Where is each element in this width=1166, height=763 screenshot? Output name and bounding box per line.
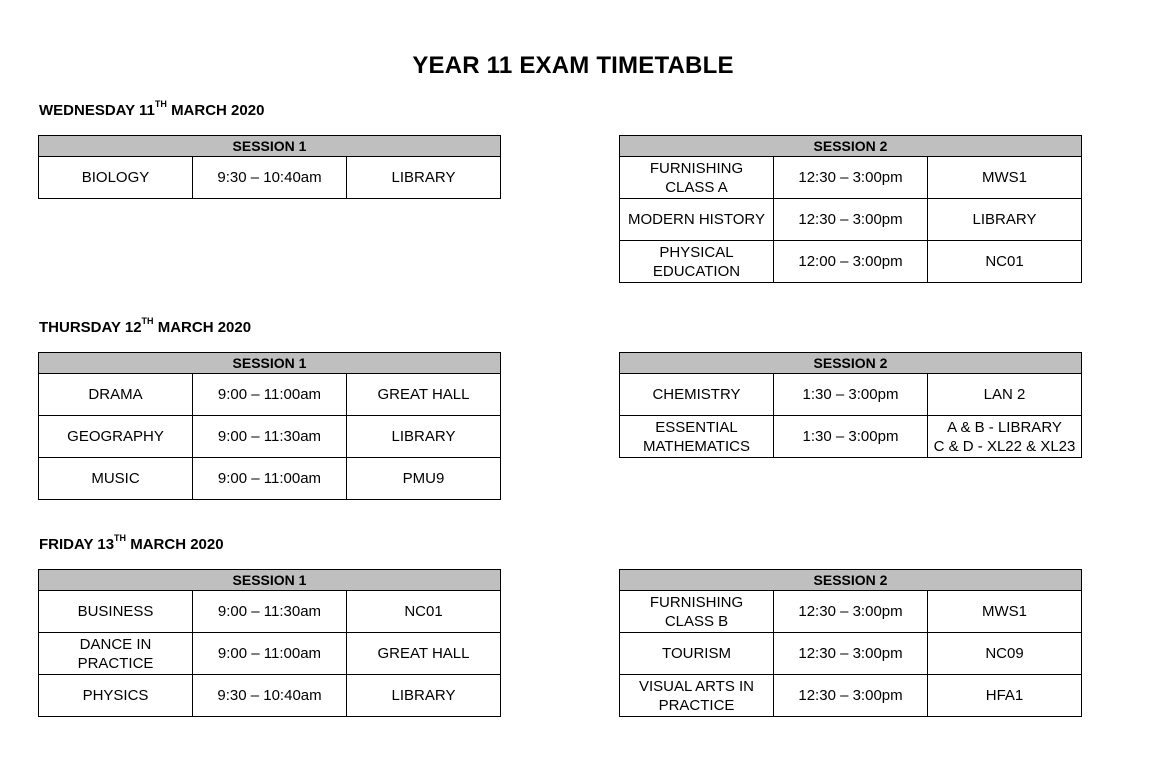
table-row [620, 199, 1082, 241]
table-row [39, 416, 501, 458]
table-row [620, 591, 1082, 633]
room-cell: LIBRARY [347, 157, 501, 199]
session-header: SESSION 2 [620, 570, 1082, 591]
room-cell: NC01 [928, 241, 1082, 283]
time-cell: 12:30 – 3:00pm [774, 591, 928, 633]
session-header: SESSION 1 [39, 570, 501, 591]
table-row [39, 675, 501, 717]
room-line-1: A & B - LIBRARY [947, 418, 1062, 436]
page-title: YEAR 11 EXAM TIMETABLE [412, 52, 734, 79]
table-row [620, 241, 1082, 283]
room-cell: MWS1 [928, 157, 1082, 199]
wednesday-session2-table [619, 135, 1082, 283]
subject-cell: VISUAL ARTS IN PRACTICE [620, 675, 774, 717]
wednesday-session1-table [38, 135, 501, 199]
time-cell: 12:00 – 3:00pm [774, 241, 928, 283]
table-row [39, 157, 501, 199]
time-cell: 12:30 – 3:00pm [774, 675, 928, 717]
time-cell: 12:30 – 3:00pm [774, 633, 928, 675]
thursday-session2-table [619, 352, 1082, 458]
subject-cell: PHYSICAL EDUCATION [620, 241, 774, 283]
room-cell: PMU9 [347, 458, 501, 500]
table-row [39, 591, 501, 633]
table-row [620, 633, 1082, 675]
room-cell: LAN 2 [928, 374, 1082, 416]
subject-cell: DRAMA [39, 374, 193, 416]
time-cell: 12:30 – 3:00pm [774, 199, 928, 241]
room-cell: LIBRARY [347, 675, 501, 717]
time-cell: 1:30 – 3:00pm [774, 416, 928, 458]
session-header: SESSION 2 [620, 353, 1082, 374]
session-header: SESSION 1 [39, 353, 501, 374]
day-heading-thursday: THURSDAY 12TH MARCH 2020 [39, 316, 252, 336]
time-cell: 9:00 – 11:30am [193, 591, 347, 633]
room-cell: LIBRARY [347, 416, 501, 458]
room-cell: NC01 [347, 591, 501, 633]
subject-cell: BUSINESS [39, 591, 193, 633]
subject-cell: PHYSICS [39, 675, 193, 717]
day-heading-wednesday: WEDNESDAY 11TH MARCH 2020 [39, 99, 265, 119]
table-row [620, 675, 1082, 717]
subject-cell: MODERN HISTORY [620, 199, 774, 241]
room-cell: LIBRARY [928, 199, 1082, 241]
day-heading-friday: FRIDAY 13TH MARCH 2020 [39, 533, 224, 553]
friday-session2-table [619, 569, 1082, 717]
room-cell: HFA1 [928, 675, 1082, 717]
room-cell: GREAT HALL [347, 633, 501, 675]
table-row [39, 633, 501, 675]
room-cell: NC09 [928, 633, 1082, 675]
room-cell: MWS1 [928, 591, 1082, 633]
time-cell: 9:30 – 10:40am [193, 675, 347, 717]
time-cell: 9:00 – 11:00am [193, 374, 347, 416]
session-header: SESSION 1 [39, 136, 501, 157]
subject-cell: BIOLOGY [39, 157, 193, 199]
thursday-session1-table [38, 352, 501, 500]
friday-session1-table [38, 569, 501, 717]
table-row [620, 157, 1082, 199]
table-row [39, 374, 501, 416]
session-header: SESSION 2 [620, 136, 1082, 157]
time-cell: 9:00 – 11:00am [193, 458, 347, 500]
subject-cell: FURNISHING CLASS B [620, 591, 774, 633]
table-row [620, 374, 1082, 416]
subject-cell: TOURISM [620, 633, 774, 675]
subject-cell: GEOGRAPHY [39, 416, 193, 458]
table-row [620, 416, 1082, 458]
subject-cell: FURNISHING CLASS A [620, 157, 774, 199]
room-line-2: C & D - XL22 & XL23 [933, 437, 1076, 455]
table-row [39, 458, 501, 500]
subject-cell: CHEMISTRY [620, 374, 774, 416]
time-cell: 9:00 – 11:30am [193, 416, 347, 458]
time-cell: 1:30 – 3:00pm [774, 374, 928, 416]
subject-cell: DANCE IN PRACTICE [39, 633, 193, 675]
subject-cell: MUSIC [39, 458, 193, 500]
room-cell: GREAT HALL [347, 374, 501, 416]
room-cell [928, 416, 1082, 458]
time-cell: 9:00 – 11:00am [193, 633, 347, 675]
time-cell: 12:30 – 3:00pm [774, 157, 928, 199]
time-cell: 9:30 – 10:40am [193, 157, 347, 199]
subject-cell: ESSENTIAL MATHEMATICS [620, 416, 774, 458]
